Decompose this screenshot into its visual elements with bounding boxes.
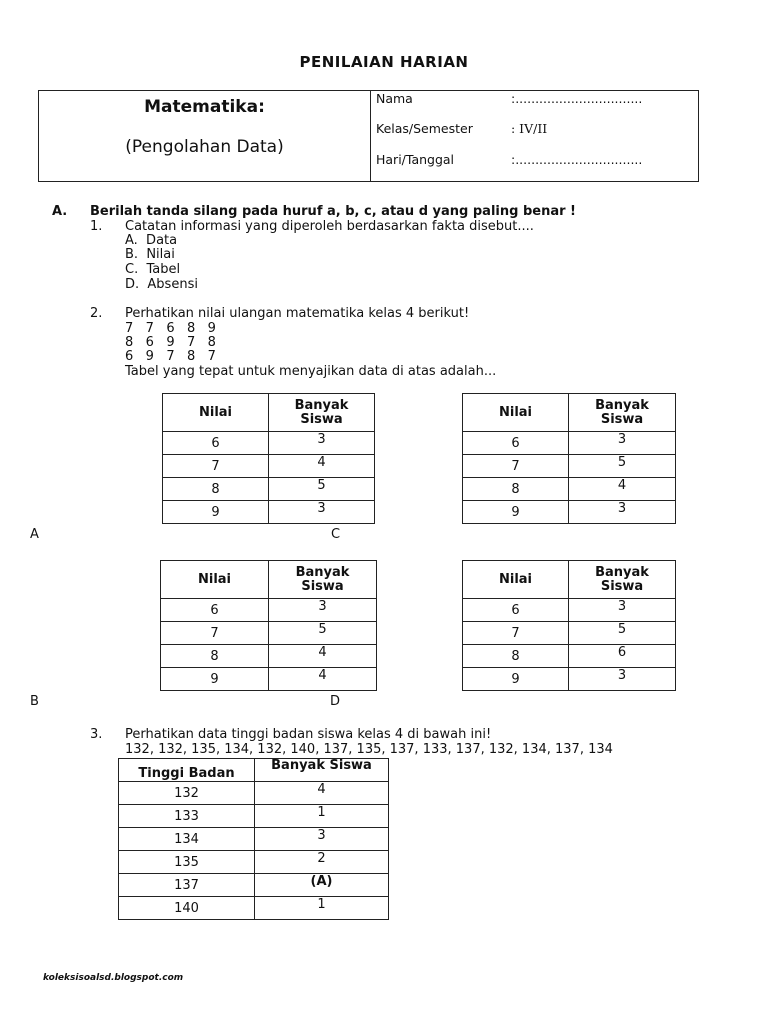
table-d-cell: 3 <box>569 668 676 691</box>
height-table-cell: 135 <box>119 851 255 874</box>
table-a-header-banyak-1: Banyak <box>294 397 349 413</box>
height-table-header-tinggi: Tinggi Badan <box>119 759 255 782</box>
height-table-cell: 2 <box>255 851 389 874</box>
q1-text: Catatan informasi yang diperoleh berdasarkan fakta disebut.... <box>125 219 534 234</box>
table-c-cell: 6 <box>463 432 569 455</box>
table-b-header-banyak-1: Banyak <box>295 564 350 580</box>
q2-prompt: Tabel yang tepat untuk menyajikan data di atas adalah... <box>125 364 497 379</box>
table-b-cell: 4 <box>269 668 377 691</box>
header-subject-cell <box>39 91 371 181</box>
table-b-header-nilai: Nilai <box>161 561 269 599</box>
table-c-header-banyak-2: Siswa <box>600 411 644 427</box>
table-b-cell: 5 <box>269 622 377 645</box>
field-value-kelas: : IV/II <box>511 121 548 136</box>
height-table-cell: 1 <box>255 897 389 920</box>
field-label-nama: Nama <box>376 91 413 106</box>
field-value-nama: :................................ <box>511 91 643 106</box>
table-a-header-banyak-2: Siswa <box>300 411 343 427</box>
height-table-cell: 1 <box>255 805 389 828</box>
q2-data-row-1: 7 7 6 8 9 <box>125 321 216 336</box>
height-table <box>118 758 389 920</box>
table-d-cell: 9 <box>463 668 569 691</box>
table-b-cell: 9 <box>161 668 269 691</box>
q3-text: Perhatikan data tinggi badan siswa kelas 4 di bawah ini! <box>125 727 492 742</box>
table-c-cell: 9 <box>463 501 569 524</box>
table-c-cell: 3 <box>569 432 676 455</box>
table-b-cell: 3 <box>269 599 377 622</box>
table-d-cell: 6 <box>463 599 569 622</box>
height-table-cell: 3 <box>255 828 389 851</box>
table-b-header-banyak <box>269 561 377 599</box>
table-a-cell: 7 <box>163 455 269 478</box>
section-instruction: Berilah tanda silang pada huruf a, b, c, atau d yang paling benar ! <box>90 204 576 219</box>
height-table-answer-blank: (A) <box>255 874 389 897</box>
header-box <box>38 90 699 182</box>
page-title: PENILAIAN HARIAN <box>299 53 469 71</box>
height-table-header-banyak: Banyak Siswa <box>255 759 389 782</box>
height-table-cell: 134 <box>119 828 255 851</box>
field-label-hari: Hari/Tanggal <box>376 152 455 167</box>
table-d-header-banyak <box>569 561 676 599</box>
option-label-d: D <box>330 694 341 709</box>
q3-data: 132, 132, 135, 134, 132, 140, 137, 135, 137, 133, 137, 132, 134, 137, 134 <box>125 742 613 757</box>
table-d-cell: 7 <box>463 622 569 645</box>
table-b-cell: 6 <box>161 599 269 622</box>
table-c-cell: 3 <box>569 501 676 524</box>
table-a-cell: 3 <box>269 501 375 524</box>
table-b-cell: 7 <box>161 622 269 645</box>
table-c-header-nilai: Nilai <box>463 394 569 432</box>
table-a-cell: 3 <box>269 432 375 455</box>
table-a-cell: 4 <box>269 455 375 478</box>
table-d-cell: 3 <box>569 599 676 622</box>
option-label-a: A <box>30 527 39 542</box>
option-label-c: C <box>331 527 341 542</box>
option-label-b: B <box>30 694 39 709</box>
table-d-cell: 6 <box>569 645 676 668</box>
table-c-cell: 7 <box>463 455 569 478</box>
table-c-header-banyak-1: Banyak <box>595 397 649 413</box>
q1-option-d: D. Absensi <box>125 277 198 292</box>
table-a-cell: 6 <box>163 432 269 455</box>
table-b-cell: 8 <box>161 645 269 668</box>
height-table-cell: 140 <box>119 897 255 920</box>
option-table-a <box>162 393 375 524</box>
q3-number: 3. <box>90 727 103 742</box>
footer-source: koleksisoalsd.blogspot.com <box>43 973 184 983</box>
table-a-header-banyak <box>269 394 375 432</box>
field-label-kelas: Kelas/Semester <box>376 121 473 136</box>
q1-option-b: B. Nilai <box>125 247 175 262</box>
table-c-cell: 8 <box>463 478 569 501</box>
q1-option-c: C. Tabel <box>125 262 181 277</box>
table-c-cell: 5 <box>569 455 676 478</box>
option-table-b <box>160 560 377 691</box>
table-a-header-nilai: Nilai <box>163 394 269 432</box>
table-c-header-banyak <box>569 394 676 432</box>
height-table-cell: 132 <box>119 782 255 805</box>
table-d-header-nilai: Nilai <box>463 561 569 599</box>
table-c-cell: 4 <box>569 478 676 501</box>
height-table-cell: 4 <box>255 782 389 805</box>
table-b-header-banyak-2: Siswa <box>301 578 344 594</box>
table-d-header-banyak-1: Banyak <box>595 564 649 580</box>
table-a-cell: 9 <box>163 501 269 524</box>
subtopic-title: (Pengolahan Data) <box>125 137 284 157</box>
table-b-cell: 4 <box>269 645 377 668</box>
q1-option-a: A. Data <box>125 233 178 248</box>
q2-data-row-2: 8 6 9 7 8 <box>125 335 216 350</box>
subject-title: Matematika: <box>144 97 265 117</box>
q2-data-row-3: 6 9 7 8 7 <box>125 349 216 364</box>
table-d-cell: 5 <box>569 622 676 645</box>
q2-text: Perhatikan nilai ulangan matematika kelas 4 berikut! <box>125 306 470 321</box>
section-letter: A. <box>52 204 68 219</box>
q2-number: 2. <box>90 306 103 321</box>
height-table-cell: 133 <box>119 805 255 828</box>
table-a-cell: 8 <box>163 478 269 501</box>
q1-number: 1. <box>90 219 103 234</box>
option-table-d <box>462 560 676 691</box>
height-table-cell: 137 <box>119 874 255 897</box>
table-d-header-banyak-2: Siswa <box>600 578 644 594</box>
table-a-cell: 5 <box>269 478 375 501</box>
field-value-hari: :................................ <box>511 152 643 167</box>
option-table-c <box>462 393 676 524</box>
table-d-cell: 8 <box>463 645 569 668</box>
